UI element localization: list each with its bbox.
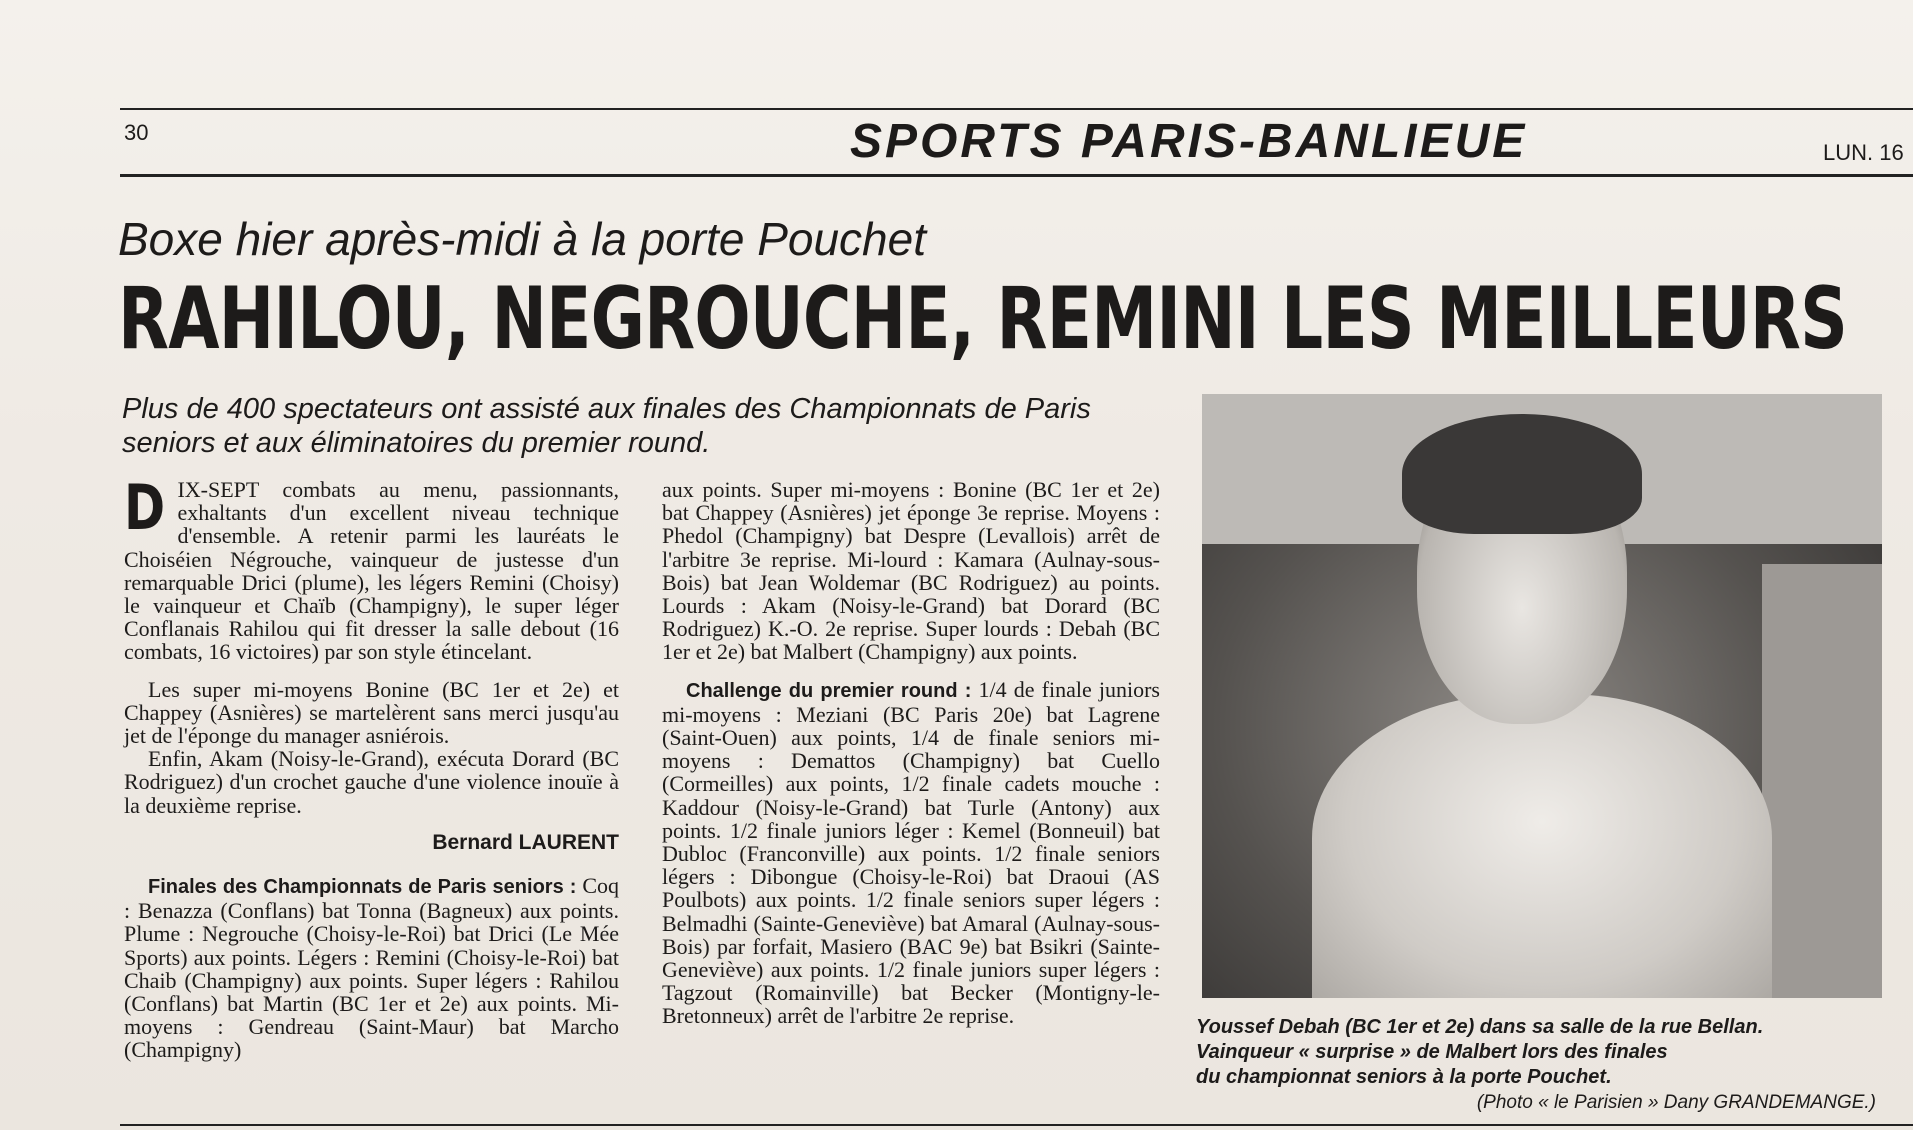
author-signature: Bernard LAURENT	[432, 830, 619, 854]
results-continued: aux points. Super mi-moyens : Bonine (BC 1er et 2e) bat Chappey (Asnières) jet éponge 3e reprise. Moyens : Phedol (Champigny) bat Despre (Levallois) arrêt de l'arbitre 3e reprise. Mi-lourd : Kamara (Aulnay-sous-Bois) bat Jean Woldemar (BC Rodriguez) au points. Lourds : Akam (Noisy-le-Grand) bat Dorard (BC Rodriguez) K.-O. 2e reprise. Super lourds : Debah (BC 1er et 2e) bat Malbert (Champigny) aux points.	[662, 477, 1160, 665]
finals-results	[124, 874, 619, 1062]
header-rule	[120, 174, 1913, 177]
challenge-text: 1/4 de finale juniors mi-moyens : Meziani (BC Paris 20e) bat Lagrene (Saint-Ouen) aux points, 1/4 de finale seniors mi-moyens : Demattos (Champigny) bat Cuello (Cormeilles) aux points, 1/2 finale cadets mouche : Kaddour (Noisy-le-Grand) bat Turle (Antony) aux points. 1/2 finale juniors léger : Kemel (Bonneuil) bat Dubloc (Franconville) aux points. 1/2 finale seniors légers : Dibongue (Choisy-le-Roi) bat Draoui (AS Poulbots) aux points. 1/2 finale seniors super légers : Belmadhi (Sainte-Geneviève) bat Amaral (Aulnay-sous-Bois) par forfait, Masiero (BAC 9e) bat Bsikri (Sainte-Geneviève) aux points. 1/2 finale juniors super légers : Tagzout (Romainville) bat Becker (Montigny-le-Bretonneux) arrêt de l'arbitre 2e reprise.	[662, 676, 1160, 1029]
section-title: SPORTS PARIS-BANLIEUE	[850, 115, 1528, 168]
paragraph-3: Enfin, Akam (Noisy-le-Grand), exécuta Dorard (BC Rodriguez) d'un crochet gauche d'une violence inouïe à la deuxième reprise.	[124, 746, 619, 818]
paragraph-2: Les super mi-moyens Bonine (BC 1er et 2e) et Chappey (Asnières) se martelèrent sans merci jusqu'au jet de l'éponge du manager asniérois.	[124, 676, 619, 749]
caption-line-3: du championnat seniors à la porte Pouchet.	[1196, 1066, 1612, 1088]
boxer-photo	[1202, 394, 1882, 998]
top-rule	[120, 108, 1913, 110]
paragraph-intro-text: IX-SEPT combats au menu, passionnants, exhaltants d'un excellent niveau technique d'ensemble. A retenir parmi les lauréats le Choiséien Négrouche, vainqueur de justesse d'un remarquable Drici (plume), les légers Remini (Choisy) le vainqueur et Chaïb (Champigny), le super léger Conflanais Rahilou qui fit dresser la salle debout (16 combats, 16 victoires) par son style étincelant.	[124, 477, 619, 665]
article-column-1	[124, 471, 620, 1063]
finals-title: Finales des Championnats de Paris seniors :	[148, 876, 577, 899]
finals-text: Coq : Benazza (Conflans) bat Tonna (Bagneux) aux points. Plume : Negrouche (Choisy-le-Roi) bat Drici (Le Mée Sports) aux points. Légers : Remini (Choisy-le-Roi) bat Chaib (Champigny) aux points. Super légers : Rahilou (Conflans) bat Martin (BC 1er et 2e) aux points. Mi-moyens : Gendreau (Saint-Maur) bat Marcho (Champigny)	[124, 873, 620, 1063]
page-number: 30	[124, 120, 149, 145]
dateline: LUN. 16	[1823, 140, 1904, 165]
paragraph-intro	[124, 471, 619, 665]
challenge-title: Challenge du premier round :	[686, 679, 972, 702]
caption-line-2: Vainqueur « surprise » de Malbert lors des finales	[1196, 1041, 1668, 1063]
photo-credit: (Photo « le Parisien » Dany GRANDEMANGE.)	[1476, 1092, 1876, 1113]
bottom-rule	[120, 1124, 1913, 1126]
article-column-2	[662, 478, 1160, 1028]
article-headline: RAHILOU, NEGROUCHE, REMINI LES MEILLEURS	[118, 269, 1848, 369]
caption-line-1: Youssef Debah (BC 1er et 2e) dans sa salle de la rue Bellan.	[1196, 1016, 1764, 1038]
article-kicker: Boxe hier après-midi à la porte Pouchet	[118, 213, 926, 265]
challenge-results	[662, 678, 1160, 1028]
article-chapo: Plus de 400 spectateurs ont assisté aux finales des Championnats de Paris seniors et aux éliminatoires du premier round.	[122, 393, 1091, 459]
photo-caption	[1196, 1015, 1896, 1090]
drop-cap: D	[124, 471, 166, 544]
